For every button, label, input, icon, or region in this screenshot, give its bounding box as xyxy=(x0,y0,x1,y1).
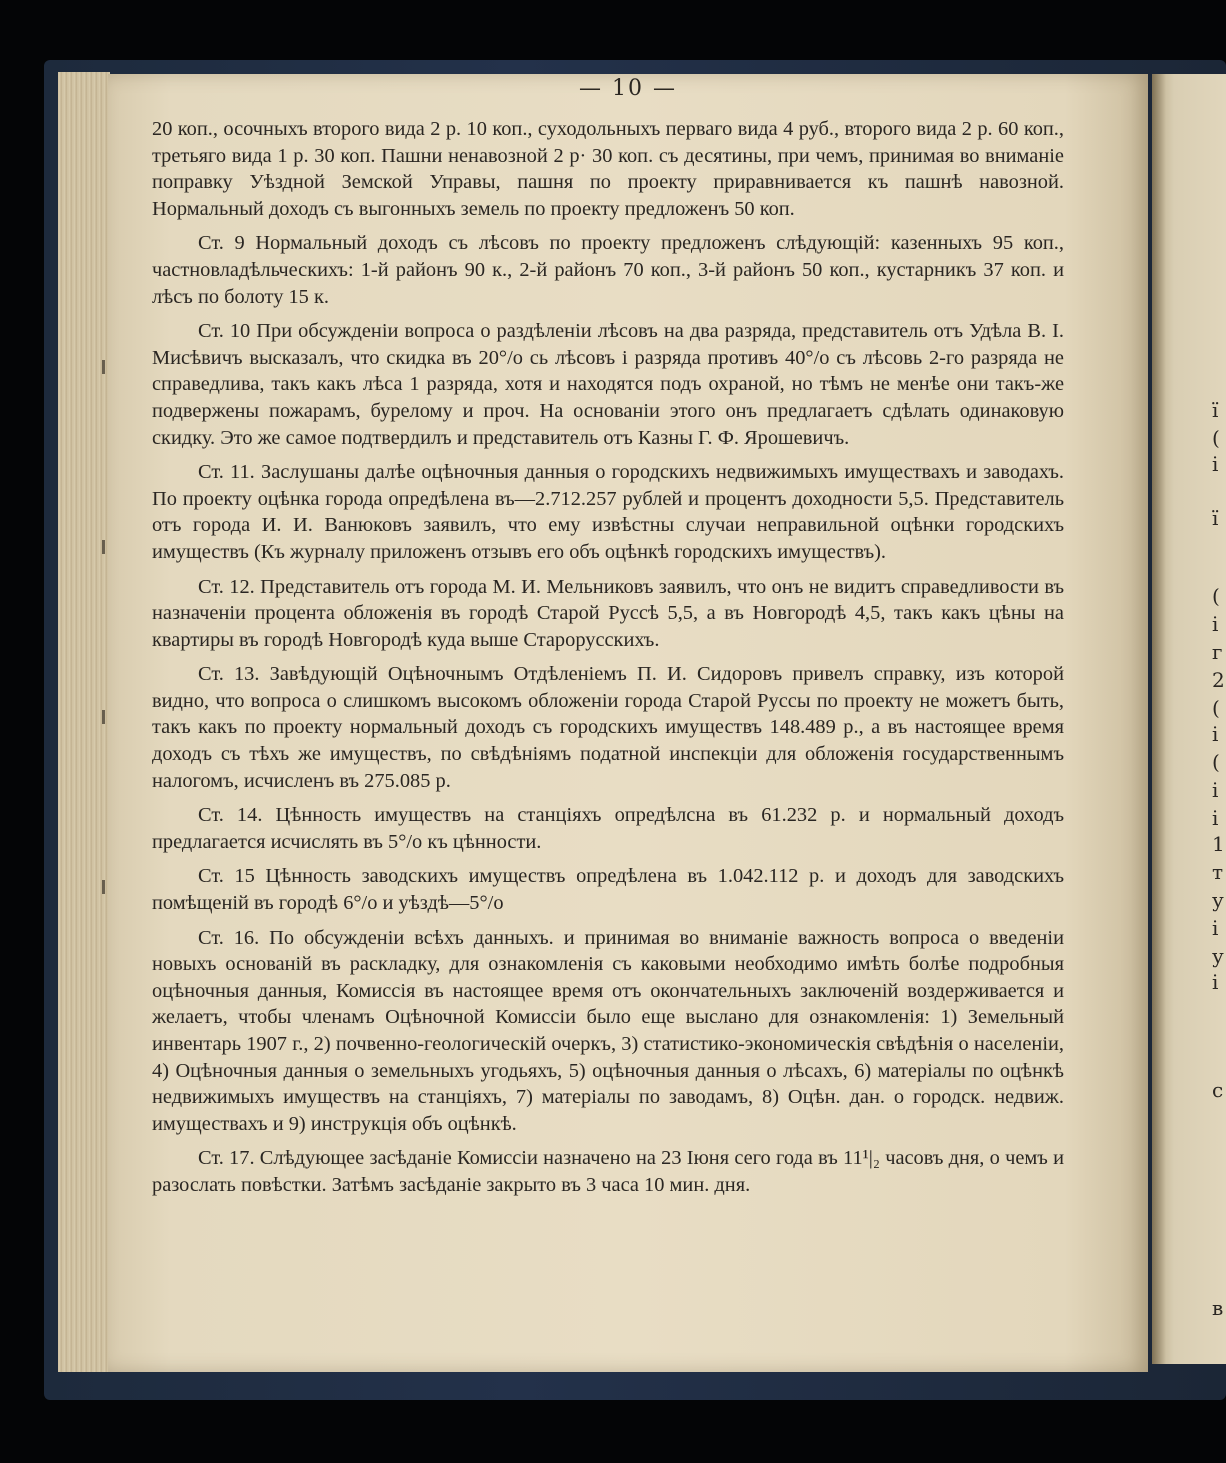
margin-mark xyxy=(102,880,105,894)
next-page-fragment: і xyxy=(1212,806,1219,830)
paragraph-art-14: Ст. 14. Цѣнность имуществъ на станціяхъ опредѣлсна въ 61.232 р. и нормальный доходъ предлагается исчислять въ 5°/о къ цѣнности. xyxy=(152,804,1064,853)
page-body xyxy=(152,116,1064,1207)
next-page-fragment: т xyxy=(1212,860,1224,884)
paragraph-art-12: Ст. 12. Представитель отъ города М. И. Мельниковъ заявилъ, что онъ не видитъ справедливости въ назначеніи процента обложенія въ городѣ Старой Руссѣ 5,5, а въ Новгородѣ 4,5, такъ какъ цѣны на квартиры въ городѣ Новгородѣ куда выше Старорусскихъ. xyxy=(152,575,1064,651)
next-page-fragment: с xyxy=(1212,1078,1224,1102)
next-page-fragment: ї xyxy=(1212,506,1219,530)
paragraph-art-10: Ст. 10 При обсужденіи вопроса о раздѣленіи лѣсовъ на два разряда, представитель отъ Удѣла В. І. Мисѣвичъ высказалъ, что скидка въ 20°/о сь лѣсовъ і разряда противъ 40°/о съ лѣсовь 2-го разряда не справедлива, такъ какъ лѣса 1 разряда, хотя и находятся подъ охраной, но тѣмъ не менѣе они такъ-же подвержены пожарамъ, бурелому и проч. На основаніи этого онъ предлагаетъ сдѣлать одинаковую скидку. Это же самое подтвердилъ и представитель отъ Казны Г. Ф. Ярошевичъ. xyxy=(152,320,1064,449)
paragraph-art-16: Ст. 16. По обсужденіи всѣхъ данныхъ. и принимая во вниманіе важность вопроса о введеніи новыхъ основаній въ раскладку, для ознакомленія съ каковыми необходимо имѣть болѣе подробныя оцѣночныя данныя, Комиссія въ настоящее время отъ окончательныхъ заключеній воздерживается и желаетъ, чтобы членамъ Оцѣночной Комиссіи было еще выслано для ознакомленія: 1) Земельный инвентарь 1907 г., 2) почвенно-геологическій очеркъ, 3) статистико-экономическія свѣдѣнія о населеніи, 4) Оцѣночныя данныя о земельныхъ угодьяхъ, 5) оцѣночныя данныя о лѣсахъ, 6) матеріалы по оцѣнкѣ недвижимыхъ имуществъ на станціяхъ, 7) матеріалы по заводамъ, 8) Оцѣн. дан. о городск. недвиж. имуществахъ и 9) инструкція объ оцѣнкѣ. xyxy=(152,926,1064,1135)
margin-mark xyxy=(102,360,105,374)
next-page-fragment: у xyxy=(1212,888,1224,912)
next-page-fragment: і xyxy=(1212,722,1219,746)
next-page-fragment: у xyxy=(1212,944,1224,968)
next-page-fragment: ( xyxy=(1212,584,1220,608)
next-page-fragment: 2 xyxy=(1212,668,1225,692)
gutter-shadow xyxy=(1152,74,1166,1364)
next-page-fragment: і xyxy=(1212,778,1219,802)
paragraph-art-11: Ст. 11. Заслушаны далѣе оцѣночныя данныя о городскихъ недвижимыхъ имуществахъ и заводахъ. По проекту оцѣнка города опредѣлена въ—2.712.257 рублей и процентъ доходности 5,5. Представитель отъ города И. И. Ванюковъ заявилъ, что ему извѣстны случаи неправильной оцѣнки городскихъ имуществъ (Къ журналу приложенъ отзывъ его объ оцѣнкѣ городскихъ имуществъ). xyxy=(152,461,1064,563)
margin-mark xyxy=(102,710,105,724)
next-page-fragment: і xyxy=(1212,916,1219,940)
margin-mark xyxy=(102,540,105,554)
next-page-fragment: 1 xyxy=(1212,832,1225,856)
next-page-fragment: і xyxy=(1212,612,1219,636)
paragraph-art-9: Ст. 9 Нормальный доходъ съ лѣсовъ по проекту предложенъ слѣдующій: казенныхъ 95 коп., частновладѣльческихъ: 1-й районъ 90 к., 2-й районъ 70 коп., 3-й районъ 50 коп., кустарникъ 37 коп. и лѣсъ по болоту 15 к. xyxy=(152,232,1064,308)
next-page-fragment: і xyxy=(1212,970,1219,994)
next-page-fragment: ( xyxy=(1212,426,1220,450)
paragraph-art-13: Ст. 13. Завѣдующій Оцѣночнымъ Отдѣленіемъ П. И. Сидоровъ привелъ справку, изъ которой видно, что вопроса о слишкомъ высокомъ обложеніи города Старой Руссы по проекту не можетъ быть, такъ какъ по проекту нормальный доходъ съ городскихъ имуществъ 148.489 р., а въ настоящее время доходъ съ тѣхъ же имуществъ, по свѣдѣніямъ податной инспекціи для обложенія государственнымъ налогомъ, исчисленъ въ 275.085 р. xyxy=(152,663,1064,792)
paragraph-art-17: Ст. 17. Слѣдующее засѣданіе Комиссіи назначено на 23 Іюня сего года въ 11¹|₂ часовъ дня, о чемъ и разослать повѣстки. Затѣмъ засѣданіе закрыто въ 3 часа 10 мин. дня. xyxy=(152,1147,1064,1196)
next-page-fragment: ( xyxy=(1212,750,1220,774)
next-page-fragment: г xyxy=(1212,640,1223,664)
page-number: — 10 — xyxy=(579,76,677,101)
paragraph-continuation: 20 коп., осочныхъ второго вида 2 р. 10 коп., суходольныхъ перваго вида 4 руб., второго вида 2 р. 60 коп., третьяго вида 1 р. 30 коп. Пашни ненавозной 2 р· 30 коп. съ десятины, при чемъ, принимая во вниманіе поправку Уѣздной Земской Управы, пашня по проекту приравнивается къ пашнѣ навозной. Нормальный доходъ съ выгонныхъ земель по проекту предложенъ 50 коп. xyxy=(152,118,1064,220)
next-page-fragment: в xyxy=(1212,1296,1224,1320)
next-page-fragment: ( xyxy=(1212,696,1220,720)
next-page-fragment: ї xyxy=(1212,398,1219,422)
paragraph-art-15: Ст. 15 Цѣнность заводскихъ имуществъ опредѣлена въ 1.042.112 р. и доходъ для заводскихъ помѣщеній въ городѣ 6°/о и уѣздѣ—5°/о xyxy=(152,865,1064,915)
next-page-fragment: і xyxy=(1212,452,1219,476)
